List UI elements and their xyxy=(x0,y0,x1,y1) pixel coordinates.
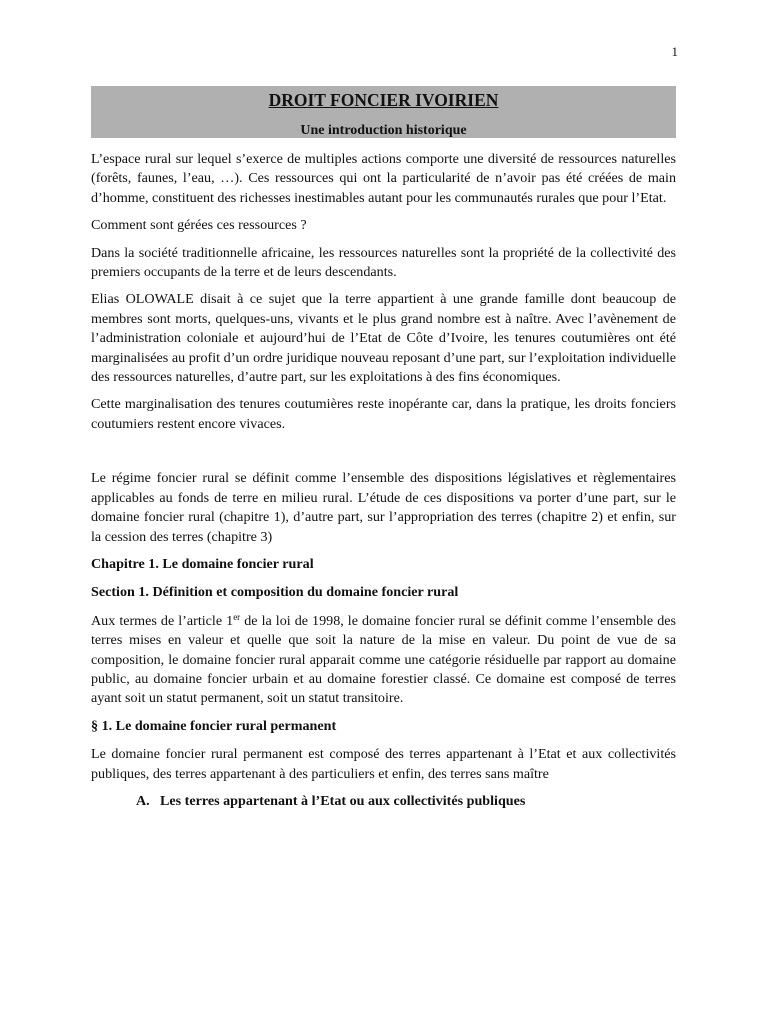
subsection-title: Les terres appartenant à l’Etat ou aux collectivités publiques xyxy=(160,792,526,809)
paragraph-section-heading: § 1. Le domaine foncier rural permanent xyxy=(91,717,337,734)
document-body xyxy=(91,86,676,811)
paragraph-traditional-society: Dans la société traditionnelle africaine, les ressources naturelles sont la propriété de la collectivité des premiers occupants de la terre et de leurs descendants. xyxy=(91,244,676,281)
ordinal-superscript: er xyxy=(233,611,241,622)
paragraph-intro: L’espace rural sur lequel s’exerce de multiples actions comporte une diversité de ressources naturelles (forêts, faunes, l’eau, …). Ces ressources qui ont la particularité de n’avoir pas été créées de main d’homme, constituent des richesses inestimables autant pour les communautés rurales que pour l’Etat. xyxy=(91,151,676,206)
subsection-heading xyxy=(136,792,676,811)
paragraph-marginalisation: Cette marginalisation des tenures coutumières reste inopérante car, dans la pratique, les droits fonciers coutumiers restent encore vivaces. xyxy=(91,396,676,432)
paragraph-question: Comment sont gérées ces ressources ? xyxy=(91,217,307,234)
paragraph-definition xyxy=(91,612,676,709)
definition-text-end: de la loi de 1998, le domaine foncier rural se définit comme l’ensemble des terres mises en valeur et quelle que soit la nature de la mise en valeur. Du point de vue de sa composition, le domaine foncier rural apparait comme une catégorie résiduelle par rapport au domaine public, au domaine foncier urbain et au domaine forestier classé. Ce domaine est composé de terres ayant soit un statut permanent, soit un statut transitoire. xyxy=(91,612,676,707)
section-heading: Section 1. Définition et composition du domaine foncier rural xyxy=(91,584,459,601)
paragraph-permanent-domain: Le domaine foncier rural permanent est composé des terres appartenant à l’Etat et aux collectivités publiques, des terres appartenant à des particuliers et enfin, des terres sans maître xyxy=(91,746,676,782)
definition-text-start: Aux termes de l’article 1 xyxy=(91,612,234,629)
paragraph-olowale: Elias OLOWALE disait à ce sujet que la terre appartient à une grande famille dont beaucoup de membres sont morts, quelques-uns, vivants et le plus grand nombre est à naître. Avec l’avènement de l’administration coloniale et aujourd’hui de l’Etat de Côte d’Ivoire, les tenures coutumières ont été marginalisées au profit d’un ordre juridique nouveau reposant d’une part, sur l’exploitation individuelle des ressources naturelles, d’autre part, sur les exploitations à des fins économiques. xyxy=(91,291,676,386)
subsection-letter: A. xyxy=(136,792,150,809)
title-banner xyxy=(91,86,676,138)
page-number: 1 xyxy=(671,44,678,59)
document-title: DROIT FONCIER IVOIRIEN xyxy=(268,90,499,110)
paragraph-regime-foncier: Le régime foncier rural se définit comme l’ensemble des dispositions législatives et règlementaires applicables au fonds de terre en milieu rural. L’étude de ces dispositions va porter d’une part, sur le domaine foncier rural (chapitre 1), d’autre part, sur l’appropriation des terres (chapitre 2) et enfin, sur la cession des terres (chapitre 3) xyxy=(91,470,676,545)
document-subtitle: Une introduction historique xyxy=(300,123,467,138)
chapter-heading: Chapitre 1. Le domaine foncier rural xyxy=(91,555,314,572)
spacer xyxy=(91,442,676,469)
